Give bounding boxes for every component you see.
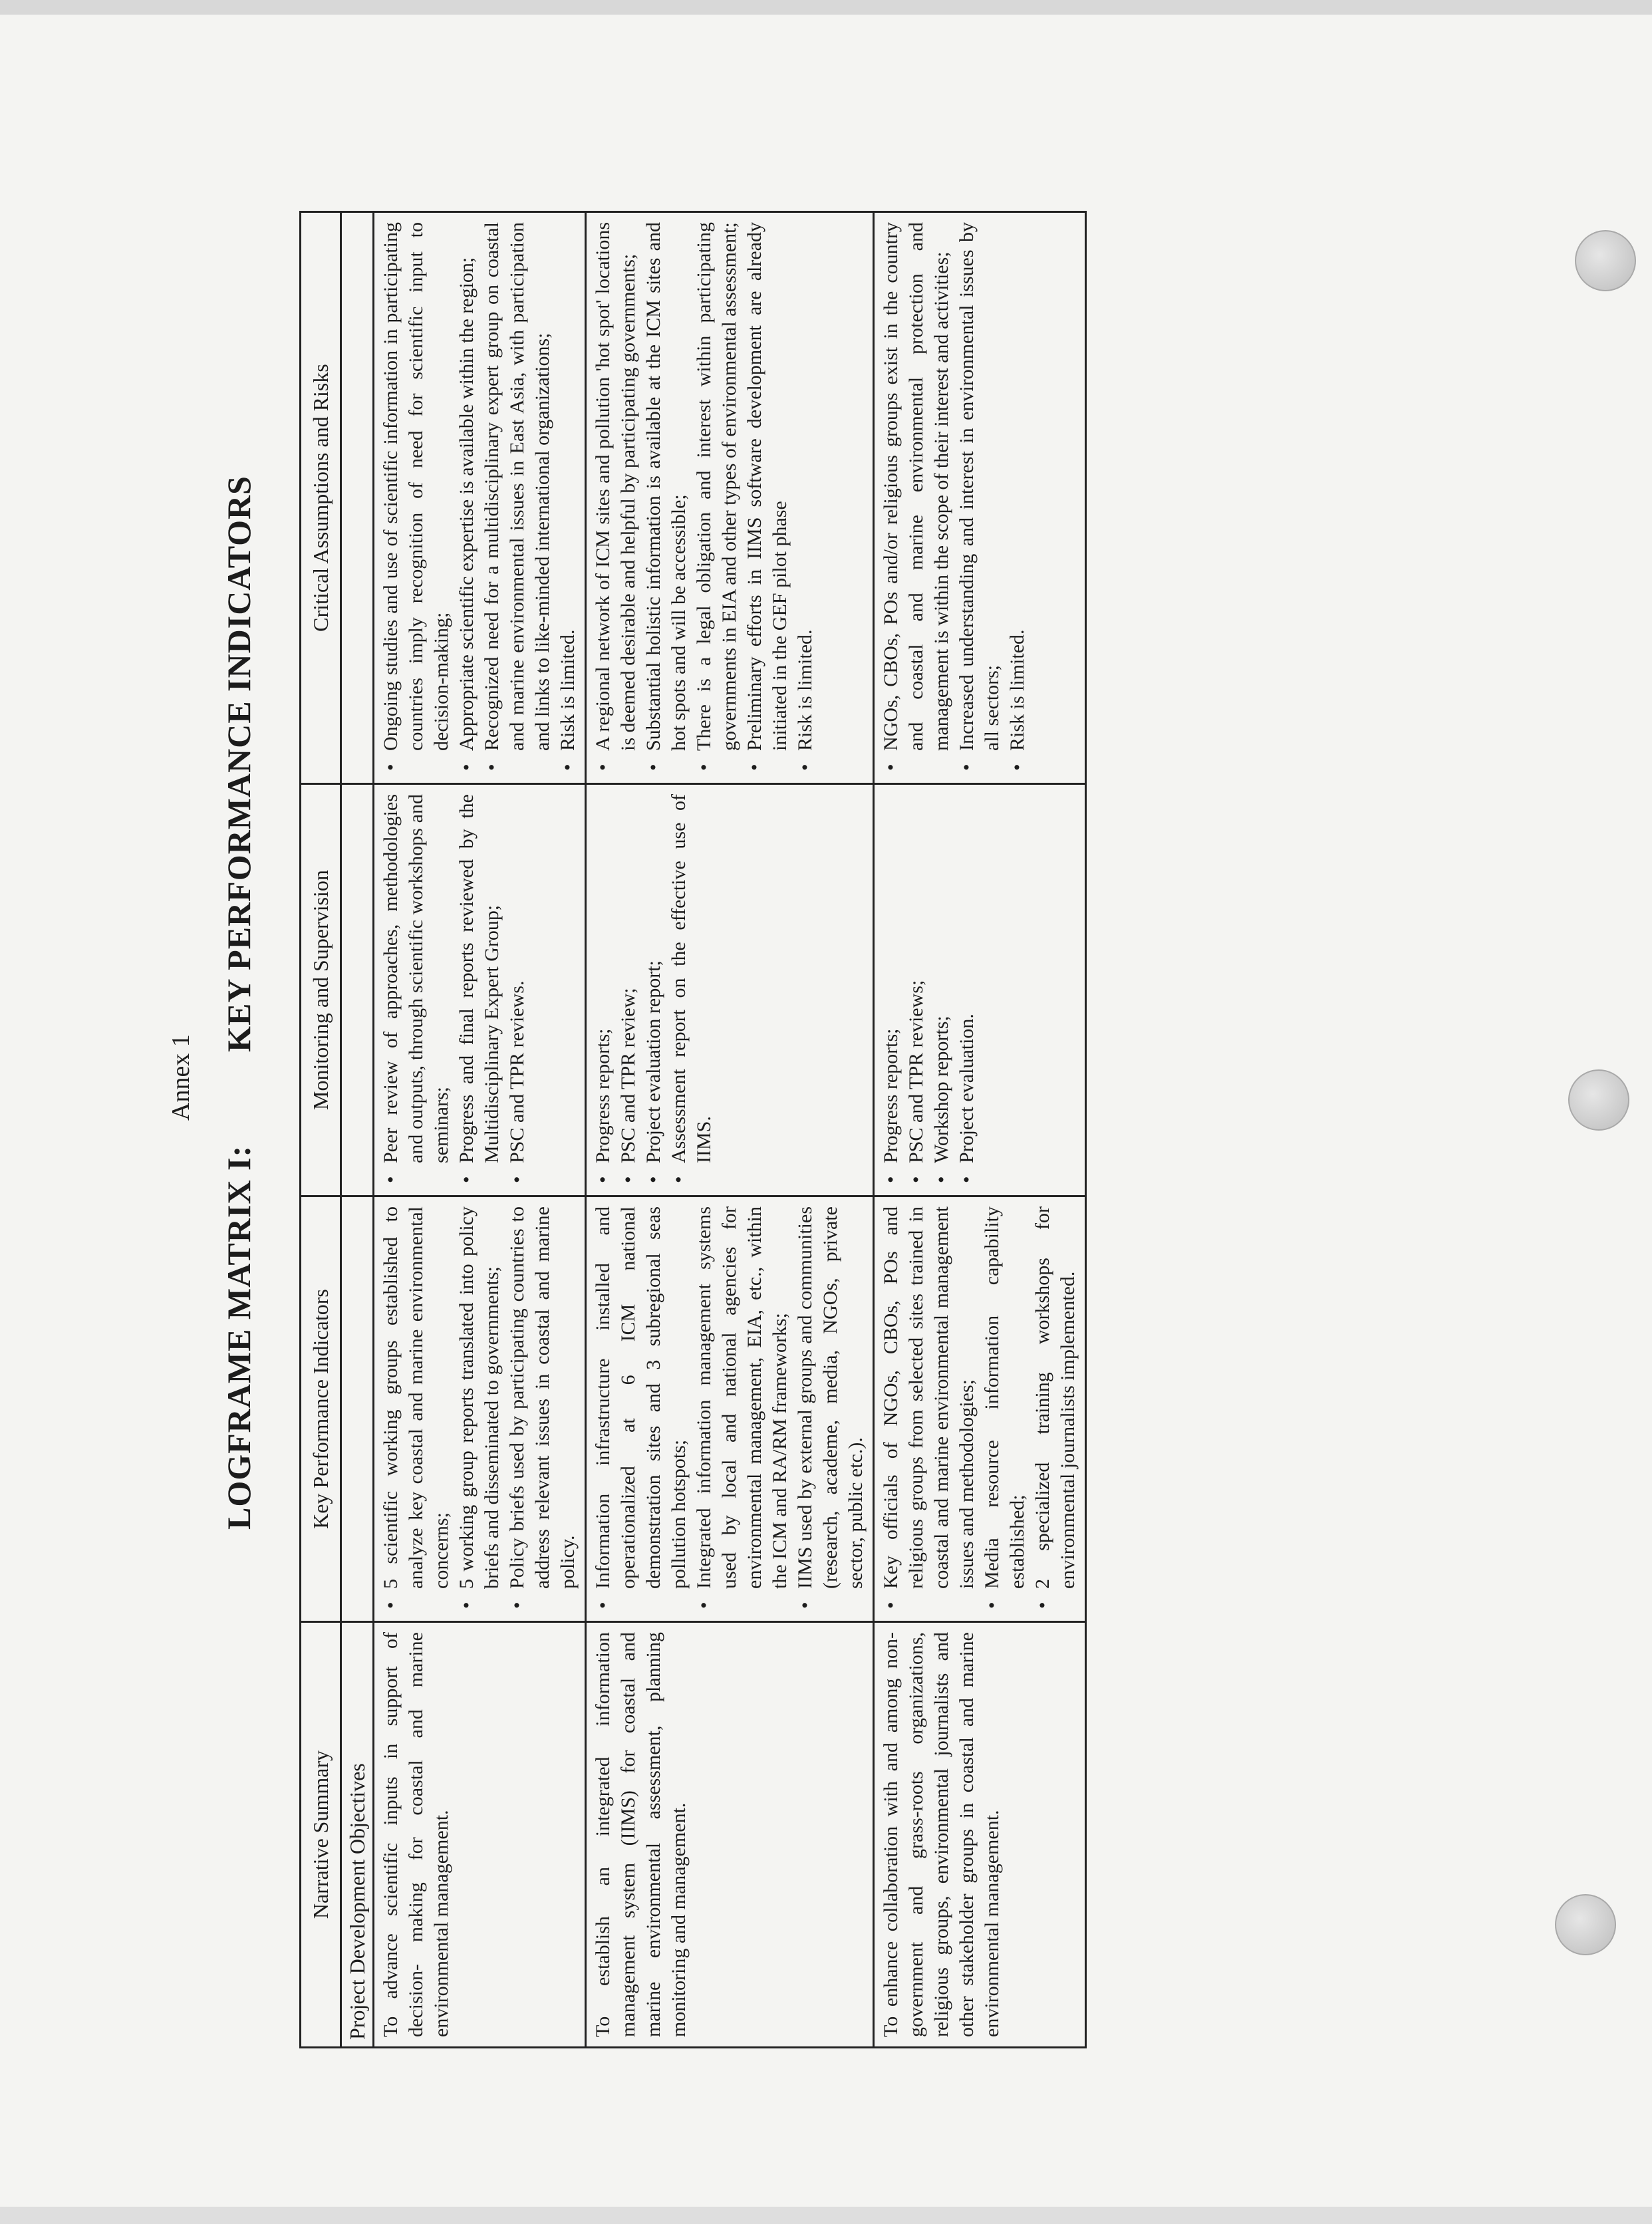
- assumption-item: • Preliminary efforts in IIMS software development are already initiated in the GEF pilot phase: [742, 222, 793, 751]
- monitoring-cell: [374, 784, 586, 1196]
- objective-text: To advance scientific inputs in support of decision- making for coastal and marine environmental management.: [380, 1632, 452, 2037]
- table-row: [874, 212, 1086, 2048]
- section-label: Project Development Objectives: [341, 1622, 374, 2048]
- rotated-page: [140, 27, 1470, 2048]
- indicator-item: • Information infrastructure installed and operationalized at 6 ICM national demonstration sites and 3 subregional seas pollution hotspots;: [591, 1206, 692, 1589]
- monitoring-item: • Progress reports;: [879, 794, 904, 1163]
- indicator-item: • 5 working group reports translated into policy briefs and disseminated to governments;: [454, 1206, 505, 1589]
- indicator-item: • Key officials of NGOs, CBOs, POs and religious groups from selected sites trained in coastal and marine environmental management issues and methodologies;: [879, 1206, 980, 1589]
- bullet-list: [591, 1206, 869, 1611]
- bullet-list: [879, 794, 980, 1186]
- bullet-list: [378, 222, 581, 773]
- assumption-item: • Substantial holistic information is available at the ICM sites and hot spots and will be accessible;: [641, 222, 692, 751]
- binder-hole-middle: [1568, 1069, 1629, 1131]
- page-title: [219, 476, 258, 1530]
- bullet-list: [591, 222, 818, 773]
- column-header-narrative: Narrative Summary: [301, 1622, 341, 2048]
- assumption-item: • There is a legal obligation and interest within participating governments in EIA and other types of environmental assessment;: [692, 222, 742, 751]
- table-row: [374, 212, 586, 2048]
- monitoring-item: • Progress and final reports reviewed by the Multidisciplinary Expert Group;: [454, 794, 505, 1163]
- assumption-cell: [586, 212, 874, 784]
- column-header-indicators: Key Performance Indicators: [301, 1196, 341, 1622]
- monitoring-cell: [586, 784, 874, 1196]
- monitoring-item: • Progress reports;: [591, 794, 616, 1163]
- monitoring-item: • Workshop reports;: [929, 794, 954, 1163]
- bullet-list: [591, 794, 717, 1186]
- indicator-cell: [874, 1196, 1086, 1622]
- narrative-cell: [586, 1622, 874, 2048]
- indicator-item: • 2 specialized training workshops for environmental journalists implemented.: [1030, 1206, 1081, 1589]
- indicator-item: • Integrated information management systems used by local and national agencies for environmental management, EIA, etc., within the ICM and RA/RM frameworks;: [692, 1206, 793, 1589]
- bullet-list: [879, 222, 1030, 773]
- assumption-item: • Risk is limited.: [793, 222, 818, 751]
- objective-text: To enhance collaboration with and among non-government and grass-roots organizations, religious groups, environmental journalists and other stakeholder groups in coastal and marine environmental management.: [880, 1632, 1003, 2037]
- bullet-list: [378, 794, 530, 1186]
- section-row: [341, 212, 374, 2048]
- bullet-list: [879, 1206, 1081, 1611]
- monitoring-cell: [874, 784, 1086, 1196]
- monitoring-item: • Project evaluation report;: [641, 794, 666, 1163]
- title-left: LOGFRAME MATRIX I:: [220, 1145, 257, 1530]
- indicator-cell: [374, 1196, 586, 1622]
- annex-label: Annex 1: [167, 1034, 195, 1121]
- assumption-item: • Increased understanding and interest in environmental issues by all sectors;: [954, 222, 1005, 751]
- monitoring-item: • Peer review of approaches, methodologies and outputs, through scientific workshops and seminars;: [378, 794, 454, 1163]
- title-right: KEY PERFORMANCE INDICATORS: [220, 476, 257, 1052]
- assumption-item: • Recognized need for a multidisciplinary expert group on coastal and marine environmental issues in East Asia, with participation and links to like-minded international organizations;: [480, 222, 555, 751]
- monitoring-item: • Assessment report on the effective use of IIMS.: [666, 794, 717, 1163]
- assumption-cell: [874, 212, 1086, 784]
- indicator-item: • IIMS used by external groups and communities (research, academe, media, NGOs, private sector, public etc.).: [793, 1206, 869, 1589]
- binder-hole-top: [1575, 230, 1636, 291]
- logframe-table: [299, 211, 1087, 2048]
- scan-bottom-edge: [0, 2207, 1652, 2224]
- assumption-item: • Risk is limited.: [1005, 222, 1030, 751]
- binder-hole-bottom: [1555, 1894, 1616, 1955]
- assumption-item: • NGOs, CBOs, POs and/or religious groups exist in the country and coastal and marine environmental protection and management is within the scope of their interest and activities;: [879, 222, 954, 751]
- objective-rows: [374, 212, 1086, 2048]
- assumption-item: • Ongoing studies and use of scientific information in participating countries imply recognition of need for scientific input to decision-making;: [378, 222, 454, 751]
- monitoring-item: • PSC and TPR reviews;: [904, 794, 929, 1163]
- objective-text: To establish an integrated information management system (IIMS) for coastal and marine environmental assessment, planning monitoring and management.: [592, 1632, 690, 2037]
- indicator-item: • 5 scientific working groups established to analyze key coastal and marine environmental concerns;: [378, 1206, 454, 1589]
- monitoring-item: • PSC and TPR reviews.: [505, 794, 530, 1163]
- monitoring-item: • Project evaluation.: [954, 794, 980, 1163]
- column-header-assumptions: Critical Assumptions and Risks: [301, 212, 341, 784]
- indicator-item: • Policy briefs used by participating countries to address relevant issues in coastal and marine policy.: [505, 1206, 581, 1589]
- monitoring-item: • PSC and TPR review;: [616, 794, 641, 1163]
- narrative-cell: [374, 1622, 586, 2048]
- table-row: [586, 212, 874, 2048]
- assumption-item: • Risk is limited.: [555, 222, 581, 751]
- indicator-cell: [586, 1196, 874, 1622]
- header-row: [301, 212, 341, 2048]
- assumption-item: • Appropriate scientific expertise is available within the region;: [454, 222, 480, 751]
- narrative-cell: [874, 1622, 1086, 2048]
- assumption-cell: [374, 212, 586, 784]
- assumption-item: • A regional network of ICM sites and pollution 'hot spot' locations is deemed desirable and helpful by participating governments;: [591, 222, 641, 751]
- scan-top-edge: [0, 0, 1652, 15]
- bullet-list: [378, 1206, 581, 1611]
- indicator-item: • Media resource information capability established;: [980, 1206, 1030, 1589]
- column-header-monitoring: Monitoring and Supervision: [301, 784, 341, 1196]
